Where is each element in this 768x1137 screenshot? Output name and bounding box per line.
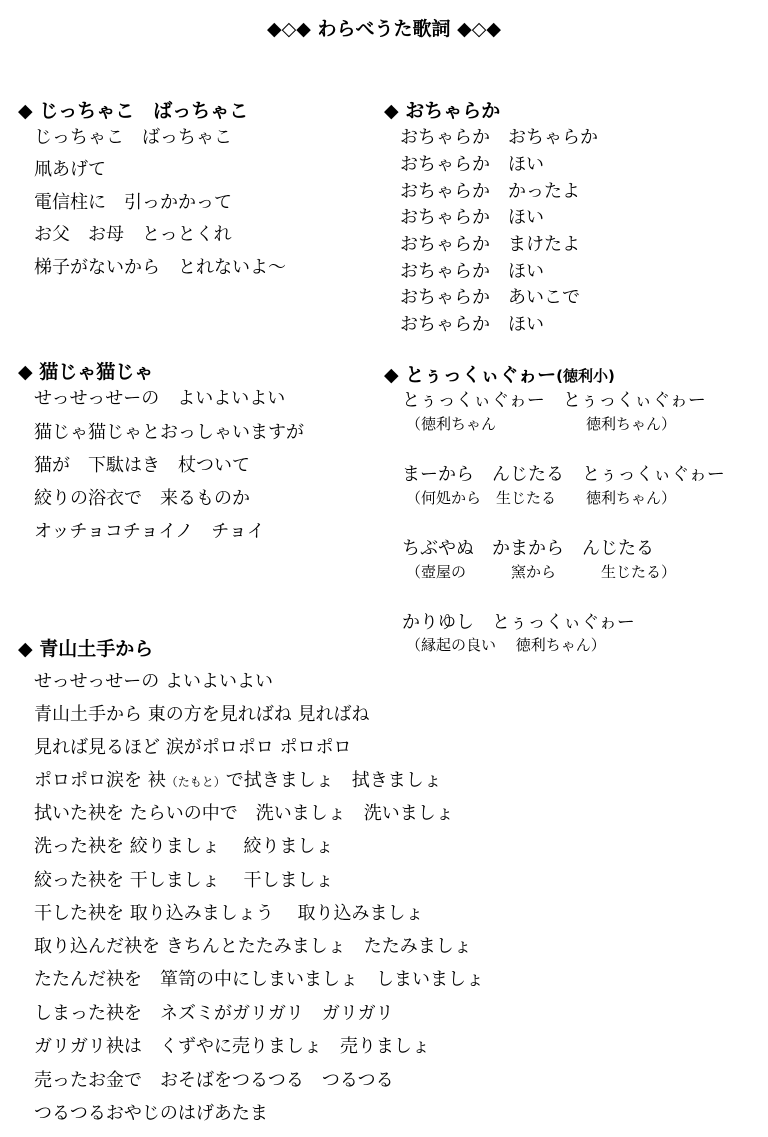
lyric-line: 凧あげて [34,159,106,180]
lyric-line: おちゃらか ほい [400,154,544,175]
song-heading-aoyama: ◆ 青山土手から [18,638,154,660]
lyric-line: 青山土手から 東の方を見ればね 見ればね [34,704,370,725]
lyric-translation: （徳利ちゃん 徳利ちゃん） [406,415,677,433]
page-title: ◆◇◆ わらべうた歌詞 ◆◇◆ [267,18,501,40]
lyric-line: ちぶやぬ かまから んじたる [402,538,654,559]
song-heading-tokkui-row [384,360,615,387]
lyric-line: おちゃらか かったよ [400,181,580,202]
lyric-line: じっちゃこ ばっちゃこ [34,127,232,148]
lyric-line: 洗った袂を 絞りましょ 絞りましょ [34,836,334,857]
song-heading-tokkui-sub: (徳利小) [556,367,615,385]
lyric-translation: （壺屋の 窯から 生じたる） [406,563,677,581]
lyric-line: せっせっせーの よいよいよい [34,671,274,692]
lyric-line: おちゃらか まけたよ [400,234,580,255]
ruby-reading: （たもと） [165,775,226,789]
lyric-line: つるつるおやじのはげあたま [34,1103,268,1124]
lyric-line: おちゃらか ほい [400,314,544,335]
lyric-line: とぅっくぃぐゎー とぅっくぃぐゎー [402,390,706,411]
lyric-line: お父 お母 とっとくれ [34,224,232,245]
lyric-translation: （縁起の良い 徳利ちゃん） [406,636,606,654]
song-heading-neko: ◆ 猫じゃ猫じゃ [18,361,154,383]
lyric-line: ガリガリ袂は くずやに売りましょ 売りましょ [34,1036,430,1057]
lyric-translation: （何処から 生じたる 徳利ちゃん） [406,489,677,507]
lyric-line: 梯子がないから とれないよ～ [34,257,286,278]
lyric-line: 絞りの浴衣で 来るものか [34,488,250,509]
lyric-line: おちゃらか あいこで [400,287,580,308]
lyric-line: 拭いた袂を たらいの中で 洗いましょ 洗いましょ [34,803,454,824]
lyric-line: おちゃらか おちゃらか [400,127,598,148]
lyric-line: おちゃらか ほい [400,207,544,228]
song-heading-jiccha: ◆ じっちゃこ ばっちゃこ [18,100,249,122]
lyric-line: 猫が 下駄はき 杖ついて [34,455,250,476]
lyric-line-with-ruby [34,766,442,792]
lyric-line: 電信柱に 引っかかって [34,192,232,213]
song-heading-tokkui: ◆ とぅっくぃぐゎー [384,364,557,386]
lyric-line: 取り込んだ袂を きちんとたたみましょ たたみましょ [34,936,472,957]
lyric-line: たたんだ袂を 箪笥の中にしまいましょ しまいましょ [34,969,484,990]
lyric-line: 売ったお金で おそばをつるつる つるつる [34,1070,394,1091]
lyric-line: しまった袂を ネズミがガリガリ ガリガリ [34,1003,394,1024]
lyric-text: で拭きましょ 拭きましょ [225,770,442,791]
lyric-line: 干した袂を 取り込みましょう 取り込みましょ [34,903,424,924]
song-heading-ochara: ◆ おちゃらか [384,100,501,122]
lyric-line: かりゆし とぅっくぃぐゎー [402,612,635,633]
lyric-line: 見れば見るほど 涙がポロポロ ポロポロ [34,737,352,758]
lyric-line: せっせっせーの よいよいよい [34,388,286,409]
lyric-line: まーから んじたる とぅっくぃぐゎー [402,464,725,485]
lyric-line: 絞った袂を 干しましょ 干しましょ [34,870,334,891]
lyric-line: 猫じゃ猫じゃとおっしゃいますが [34,422,304,443]
lyric-line: おちゃらか ほい [400,261,544,282]
lyric-line: オッチョコチョイノ チョイ [34,521,265,542]
lyric-text: ポロポロ涙を 袂 [34,770,166,791]
